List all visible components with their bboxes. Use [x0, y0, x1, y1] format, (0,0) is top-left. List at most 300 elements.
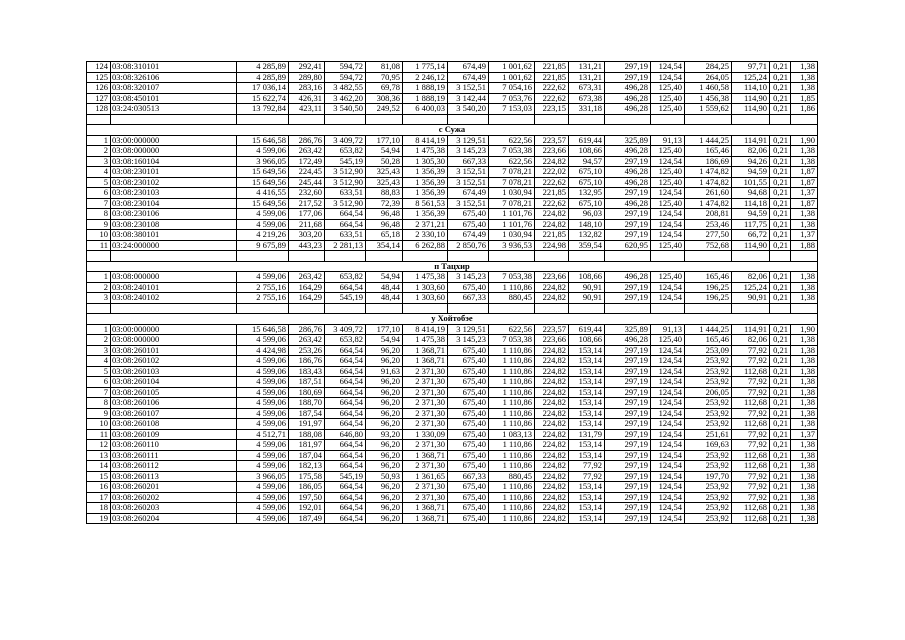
value-cell: 2 371,30 — [403, 387, 448, 398]
row-number-cell: 18 — [87, 503, 111, 514]
value-cell: 4 219,26 — [237, 230, 289, 241]
value-cell: 124,54 — [651, 503, 685, 514]
value-cell: 675,40 — [448, 209, 489, 220]
value-cell: 175,58 — [289, 471, 325, 482]
value-cell: 72,39 — [366, 198, 403, 209]
value-cell: 653,82 — [325, 272, 366, 283]
value-cell: 664,54 — [325, 377, 366, 388]
value-cell: 673,38 — [569, 93, 605, 104]
value-cell: 1,38 — [791, 335, 818, 346]
value-cell: 211,68 — [289, 219, 325, 230]
value-cell: 2 371,30 — [403, 408, 448, 419]
row-number-cell: 1 — [87, 272, 111, 283]
value-cell: 297,19 — [605, 282, 651, 293]
value-cell: 88,83 — [366, 188, 403, 199]
value-cell: 297,19 — [605, 377, 651, 388]
value-cell: 6 262,88 — [403, 240, 448, 251]
row-number-cell: 6 — [87, 377, 111, 388]
value-cell: 2 371,30 — [403, 377, 448, 388]
value-cell: 1,38 — [791, 471, 818, 482]
table-row — [87, 72, 818, 83]
value-cell: 675,40 — [448, 440, 489, 451]
value-cell: 1 110,86 — [489, 282, 535, 293]
value-cell: 253,92 — [685, 408, 732, 419]
value-cell: 96,20 — [366, 482, 403, 493]
spacer-cell — [535, 251, 569, 262]
value-cell: 1,38 — [791, 356, 818, 367]
value-cell: 187,04 — [289, 450, 325, 461]
value-cell: 4 416,55 — [237, 188, 289, 199]
value-cell: 0,21 — [770, 345, 791, 356]
value-cell: 4 599,06 — [237, 209, 289, 220]
spacer-cell — [366, 251, 403, 262]
table-row — [87, 177, 818, 188]
spacer-cell — [403, 251, 448, 262]
row-number-cell: 5 — [87, 177, 111, 188]
value-cell: 277,50 — [685, 230, 732, 241]
value-cell: 1 110,86 — [489, 482, 535, 493]
value-cell: 223,57 — [535, 135, 569, 146]
code-cell: 03:00:000000 — [111, 324, 237, 335]
value-cell: 48,44 — [366, 282, 403, 293]
value-cell: 90,91 — [732, 293, 770, 304]
value-cell: 297,19 — [605, 513, 651, 524]
row-number-cell: 17 — [87, 492, 111, 503]
value-cell: 125,40 — [651, 167, 685, 178]
value-cell: 496,28 — [605, 272, 651, 283]
table-row — [87, 167, 818, 178]
value-cell: 496,28 — [605, 167, 651, 178]
table-row — [87, 377, 818, 388]
row-number-cell: 12 — [87, 440, 111, 451]
value-cell: 1,38 — [791, 282, 818, 293]
row-number-cell: 7 — [87, 198, 111, 209]
value-cell: 664,54 — [325, 345, 366, 356]
spacer-cell — [403, 303, 448, 314]
spacer-cell — [685, 114, 732, 125]
value-cell: 221,85 — [535, 188, 569, 199]
value-cell: 1,88 — [791, 240, 818, 251]
row-number-cell: 13 — [87, 450, 111, 461]
value-cell: 1 030,94 — [489, 188, 535, 199]
table-row — [87, 513, 818, 524]
table-row — [87, 450, 818, 461]
value-cell: 4 599,06 — [237, 492, 289, 503]
value-cell: 253,09 — [685, 345, 732, 356]
value-cell: 0,21 — [770, 482, 791, 493]
value-cell: 124,54 — [651, 492, 685, 503]
value-cell: 0,21 — [770, 83, 791, 94]
value-cell: 186,05 — [289, 482, 325, 493]
value-cell: 253,92 — [685, 398, 732, 409]
value-cell: 188,70 — [289, 398, 325, 409]
value-cell: 125,40 — [651, 93, 685, 104]
value-cell: 197,70 — [685, 471, 732, 482]
value-cell: 224,82 — [535, 461, 569, 472]
value-cell: 54,94 — [366, 335, 403, 346]
code-cell: 03:08:260201 — [111, 482, 237, 493]
spacer-cell — [448, 251, 489, 262]
value-cell: 0,21 — [770, 408, 791, 419]
value-cell: 1 475,38 — [403, 272, 448, 283]
value-cell: 664,54 — [325, 408, 366, 419]
value-cell: 222,62 — [535, 177, 569, 188]
value-cell: 96,20 — [366, 440, 403, 451]
spacer-cell — [366, 114, 403, 125]
value-cell: 253,92 — [685, 366, 732, 377]
value-cell: 1,38 — [791, 72, 818, 83]
value-cell: 1 368,71 — [403, 345, 448, 356]
value-cell: 297,19 — [605, 429, 651, 440]
value-cell: 664,54 — [325, 219, 366, 230]
table-row — [87, 93, 818, 104]
value-cell: 1 001,62 — [489, 62, 535, 73]
row-number-cell: 5 — [87, 366, 111, 377]
value-cell: 1 303,60 — [403, 293, 448, 304]
value-cell: 496,28 — [605, 335, 651, 346]
value-cell: 0,21 — [770, 62, 791, 73]
value-cell: 90,91 — [569, 293, 605, 304]
value-cell: 664,54 — [325, 503, 366, 514]
value-cell: 223,66 — [535, 146, 569, 157]
spacer-cell — [237, 251, 289, 262]
value-cell: 3 540,50 — [325, 104, 366, 115]
spacer-cell — [111, 303, 237, 314]
spacer-cell — [605, 114, 651, 125]
value-cell: 675,40 — [448, 398, 489, 409]
code-cell: 03:08:260112 — [111, 461, 237, 472]
value-cell: 297,19 — [605, 219, 651, 230]
value-cell: 112,68 — [732, 513, 770, 524]
value-cell: 1 368,71 — [403, 513, 448, 524]
value-cell: 7 078,21 — [489, 167, 535, 178]
value-cell: 153,14 — [569, 492, 605, 503]
value-cell: 4 599,06 — [237, 513, 289, 524]
value-cell: 96,20 — [366, 419, 403, 430]
value-cell: 1,38 — [791, 345, 818, 356]
value-cell: 54,94 — [366, 272, 403, 283]
value-cell: 1 474,82 — [685, 177, 732, 188]
value-cell: 108,66 — [569, 272, 605, 283]
value-cell: 359,54 — [569, 240, 605, 251]
value-cell: 153,14 — [569, 482, 605, 493]
value-cell: 1 368,71 — [403, 356, 448, 367]
row-number-cell: 2 — [87, 335, 111, 346]
value-cell: 90,91 — [569, 282, 605, 293]
value-cell: 245,44 — [289, 177, 325, 188]
value-cell: 187,54 — [289, 408, 325, 419]
value-cell: 48,44 — [366, 293, 403, 304]
row-number-cell: 7 — [87, 387, 111, 398]
value-cell: 1,38 — [791, 482, 818, 493]
value-cell: 297,19 — [605, 62, 651, 73]
code-cell: 03:24:000000 — [111, 240, 237, 251]
value-cell: 1,90 — [791, 324, 818, 335]
code-cell: 03:00:000000 — [111, 135, 237, 146]
value-cell: 675,40 — [448, 513, 489, 524]
spacer-cell — [569, 303, 605, 314]
value-cell: 3 129,51 — [448, 135, 489, 146]
value-cell: 54,94 — [366, 146, 403, 157]
spacer-cell — [651, 251, 685, 262]
value-cell: 3 512,90 — [325, 167, 366, 178]
value-cell: 124,54 — [651, 293, 685, 304]
spacer-cell — [111, 251, 237, 262]
value-cell: 3 129,51 — [448, 324, 489, 335]
value-cell: 619,44 — [569, 135, 605, 146]
value-cell: 1,38 — [791, 209, 818, 220]
value-cell: 1,38 — [791, 440, 818, 451]
value-cell: 223,66 — [535, 272, 569, 283]
value-cell: 2 371,30 — [403, 419, 448, 430]
value-cell: 117,75 — [732, 219, 770, 230]
value-cell: 1,38 — [791, 513, 818, 524]
value-cell: 148,10 — [569, 219, 605, 230]
value-cell: 124,54 — [651, 471, 685, 482]
value-cell: 664,54 — [325, 398, 366, 409]
value-cell: 675,40 — [448, 492, 489, 503]
spacer-cell — [732, 303, 770, 314]
value-cell: 224,82 — [535, 440, 569, 451]
value-cell: 673,31 — [569, 83, 605, 94]
value-cell: 2 371,21 — [403, 219, 448, 230]
spacer-cell — [791, 303, 818, 314]
code-cell: 03:08:320107 — [111, 83, 237, 94]
value-cell: 124,54 — [651, 398, 685, 409]
value-cell: 153,14 — [569, 398, 605, 409]
value-cell: 4 512,71 — [237, 429, 289, 440]
value-cell: 3 142,44 — [448, 93, 489, 104]
value-cell: 297,19 — [605, 387, 651, 398]
value-cell: 81,08 — [366, 62, 403, 73]
value-cell: 1 110,86 — [489, 450, 535, 461]
table-row — [87, 419, 818, 430]
value-cell: 224,82 — [535, 356, 569, 367]
code-cell: 03:08:260101 — [111, 345, 237, 356]
value-cell: 15 649,56 — [237, 167, 289, 178]
value-cell: 263,42 — [289, 146, 325, 157]
value-cell: 675,40 — [448, 219, 489, 230]
spacer-row — [87, 303, 818, 314]
value-cell: 224,82 — [535, 419, 569, 430]
row-number-cell: 3 — [87, 345, 111, 356]
value-cell: 0,21 — [770, 450, 791, 461]
table-row — [87, 209, 818, 220]
value-cell: 286,76 — [289, 324, 325, 335]
value-cell: 1,38 — [791, 62, 818, 73]
value-cell: 1,37 — [791, 188, 818, 199]
value-cell: 114,18 — [732, 198, 770, 209]
value-cell: 153,14 — [569, 419, 605, 430]
value-cell: 1 110,86 — [489, 513, 535, 524]
value-cell: 112,68 — [732, 450, 770, 461]
value-cell: 77,92 — [732, 408, 770, 419]
value-cell: 114,90 — [732, 93, 770, 104]
value-cell: 2 246,12 — [403, 72, 448, 83]
table-row — [87, 461, 818, 472]
row-number-cell: 3 — [87, 293, 111, 304]
value-cell: 96,20 — [366, 450, 403, 461]
value-cell: 1 361,65 — [403, 471, 448, 482]
value-cell: 1,38 — [791, 492, 818, 503]
value-cell: 164,29 — [289, 282, 325, 293]
value-cell: 253,92 — [685, 356, 732, 367]
value-cell: 1 110,86 — [489, 387, 535, 398]
code-cell: 03:08:310101 — [111, 62, 237, 73]
value-cell: 1,38 — [791, 450, 818, 461]
value-cell: 224,45 — [289, 167, 325, 178]
value-cell: 675,10 — [569, 167, 605, 178]
value-cell: 224,82 — [535, 156, 569, 167]
value-cell: 112,68 — [732, 503, 770, 514]
section-title: с Сужа — [87, 125, 818, 136]
value-cell: 3 512,90 — [325, 177, 366, 188]
value-cell: 13 792,84 — [237, 104, 289, 115]
spacer-cell — [605, 303, 651, 314]
value-cell: 664,54 — [325, 492, 366, 503]
spacer-cell — [111, 114, 237, 125]
spacer-cell — [448, 114, 489, 125]
value-cell: 196,25 — [685, 293, 732, 304]
code-cell: 03:08:260204 — [111, 513, 237, 524]
value-cell: 94,59 — [732, 167, 770, 178]
value-cell: 224,82 — [535, 450, 569, 461]
value-cell: 7 053,38 — [489, 272, 535, 283]
value-cell: 253,26 — [289, 345, 325, 356]
value-cell: 4 424,98 — [237, 345, 289, 356]
value-cell: 297,19 — [605, 450, 651, 461]
value-cell: 1 101,76 — [489, 209, 535, 220]
value-cell: 496,28 — [605, 198, 651, 209]
code-cell: 03:08:230104 — [111, 198, 237, 209]
value-cell: 1 775,14 — [403, 62, 448, 73]
value-cell: 77,92 — [732, 387, 770, 398]
section-header-row — [87, 314, 818, 325]
value-cell: 124,54 — [651, 72, 685, 83]
spacer-cell — [535, 114, 569, 125]
value-cell: 3 482,55 — [325, 83, 366, 94]
value-cell: 124,54 — [651, 230, 685, 241]
value-cell: 1,38 — [791, 272, 818, 283]
code-cell: 03:08:000000 — [111, 335, 237, 346]
value-cell: 253,92 — [685, 377, 732, 388]
value-cell: 77,92 — [732, 440, 770, 451]
value-cell: 153,14 — [569, 345, 605, 356]
value-cell: 0,21 — [770, 429, 791, 440]
value-cell: 1,38 — [791, 419, 818, 430]
value-cell: 664,54 — [325, 356, 366, 367]
value-cell: 2 371,30 — [403, 366, 448, 377]
value-cell: 222,62 — [535, 83, 569, 94]
value-cell: 622,56 — [489, 156, 535, 167]
value-cell: 224,82 — [535, 503, 569, 514]
value-cell: 1 330,09 — [403, 429, 448, 440]
value-cell: 594,72 — [325, 72, 366, 83]
value-cell: 4 599,06 — [237, 219, 289, 230]
value-cell: 3 145,23 — [448, 146, 489, 157]
value-cell: 264,05 — [685, 72, 732, 83]
spacer-cell — [489, 303, 535, 314]
value-cell: 191,97 — [289, 419, 325, 430]
code-cell: 03:08:230101 — [111, 167, 237, 178]
value-cell: 297,19 — [605, 503, 651, 514]
value-cell: 187,51 — [289, 377, 325, 388]
code-cell: 03:08:000000 — [111, 272, 237, 283]
spacer-cell — [289, 303, 325, 314]
code-cell: 03:08:240102 — [111, 293, 237, 304]
value-cell: 675,40 — [448, 450, 489, 461]
value-cell: 186,69 — [685, 156, 732, 167]
value-cell: 124,54 — [651, 356, 685, 367]
spacer-cell — [732, 251, 770, 262]
value-cell: 253,92 — [685, 503, 732, 514]
value-cell: 0,21 — [770, 104, 791, 115]
value-cell: 153,14 — [569, 408, 605, 419]
table-row — [87, 345, 818, 356]
value-cell: 4 599,06 — [237, 503, 289, 514]
row-number-cell: 4 — [87, 167, 111, 178]
value-cell: 208,81 — [685, 209, 732, 220]
value-cell: 15 649,56 — [237, 177, 289, 188]
spacer-cell — [569, 251, 605, 262]
table-row — [87, 198, 818, 209]
value-cell: 0,21 — [770, 293, 791, 304]
row-number-cell: 9 — [87, 408, 111, 419]
value-cell: 186,76 — [289, 356, 325, 367]
value-cell: 125,40 — [651, 272, 685, 283]
value-cell: 1 356,39 — [403, 177, 448, 188]
value-cell: 1,38 — [791, 398, 818, 409]
value-cell: 253,92 — [685, 419, 732, 430]
value-cell: 1 888,19 — [403, 83, 448, 94]
value-cell: 1,38 — [791, 293, 818, 304]
value-cell: 3 540,20 — [448, 104, 489, 115]
row-number-cell: 9 — [87, 219, 111, 230]
value-cell: 188,08 — [289, 429, 325, 440]
value-cell: 7 054,16 — [489, 83, 535, 94]
value-cell: 1,38 — [791, 503, 818, 514]
table-row — [87, 156, 818, 167]
value-cell: 664,54 — [325, 513, 366, 524]
value-cell: 674,49 — [448, 72, 489, 83]
value-cell: 96,20 — [366, 387, 403, 398]
value-cell: 3 152,51 — [448, 167, 489, 178]
value-cell: 153,14 — [569, 450, 605, 461]
row-number-cell: 15 — [87, 471, 111, 482]
value-cell: 125,40 — [651, 146, 685, 157]
spacer-cell — [237, 114, 289, 125]
value-cell: 289,80 — [289, 72, 325, 83]
value-cell: 114,91 — [732, 135, 770, 146]
value-cell: 222,62 — [535, 198, 569, 209]
value-cell: 4 285,89 — [237, 72, 289, 83]
spacer-cell — [366, 303, 403, 314]
row-number-cell: 10 — [87, 230, 111, 241]
row-number-cell: 8 — [87, 209, 111, 220]
table-row — [87, 440, 818, 451]
value-cell: 165,46 — [685, 146, 732, 157]
code-cell: 03:08:326106 — [111, 72, 237, 83]
value-cell: 96,20 — [366, 356, 403, 367]
value-cell: 7 053,76 — [489, 93, 535, 104]
value-cell: 674,49 — [448, 230, 489, 241]
value-cell: 1,86 — [791, 104, 818, 115]
value-cell: 297,19 — [605, 482, 651, 493]
value-cell: 1 356,39 — [403, 167, 448, 178]
value-cell: 0,21 — [770, 219, 791, 230]
value-cell: 153,14 — [569, 356, 605, 367]
value-cell: 4 599,06 — [237, 387, 289, 398]
